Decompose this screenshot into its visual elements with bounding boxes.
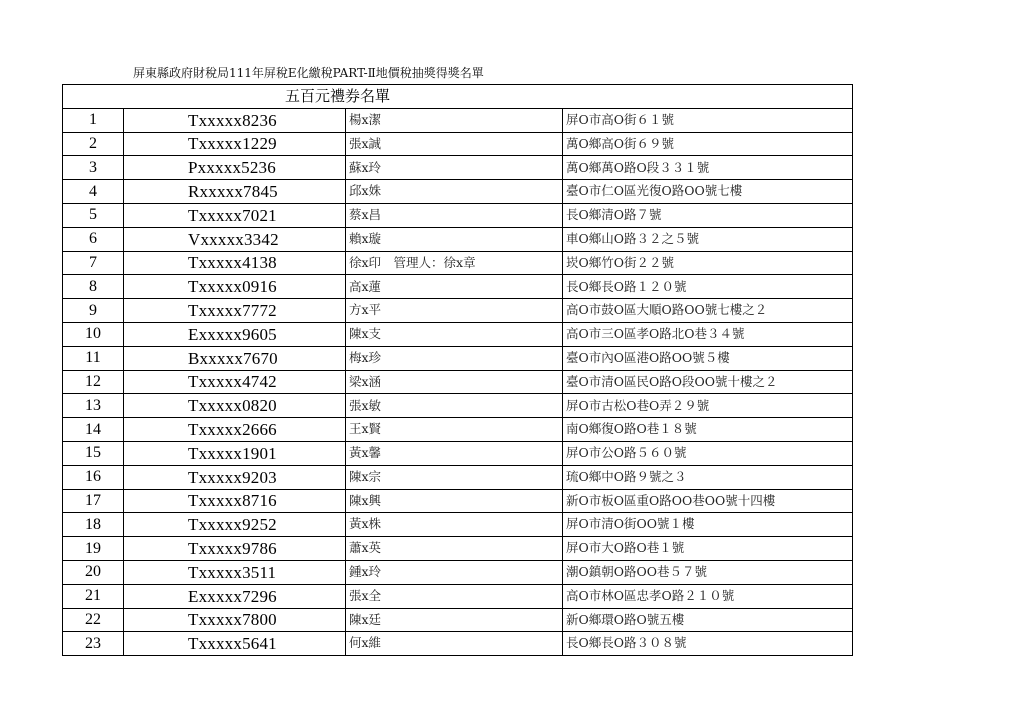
winner-address: 崁O鄉竹O街２２號 (563, 251, 853, 275)
winner-name: 楊x潔 (346, 108, 563, 132)
taxpayer-id: Txxxxx5641 (124, 632, 346, 656)
winner-name: 蕭x英 (346, 537, 563, 561)
table-row (63, 584, 853, 608)
winner-address: 琉O鄉中O路９號之３ (563, 465, 853, 489)
winner-name: 高x蓮 (346, 275, 563, 299)
taxpayer-id: Vxxxxx3342 (124, 227, 346, 251)
winner-address: 屏O市古松O巷O弄２９號 (563, 394, 853, 418)
section-header-row (63, 85, 853, 109)
winner-name: 梁x涵 (346, 370, 563, 394)
winner-name: 何x維 (346, 632, 563, 656)
row-number: 13 (63, 394, 124, 418)
winner-name: 陳x宗 (346, 465, 563, 489)
winner-address: 新O鄉環O路O號五樓 (563, 608, 853, 632)
winner-name: 張x敏 (346, 394, 563, 418)
taxpayer-id: Txxxxx7021 (124, 203, 346, 227)
winner-address: 長O鄉清O路７號 (563, 203, 853, 227)
winner-address: 長O鄉長O路１２０號 (563, 275, 853, 299)
taxpayer-id: Txxxxx8716 (124, 489, 346, 513)
taxpayer-id: Txxxxx7800 (124, 608, 346, 632)
row-number: 6 (63, 227, 124, 251)
table-row (63, 394, 853, 418)
row-number: 15 (63, 441, 124, 465)
winner-name: 邱x姝 (346, 180, 563, 204)
taxpayer-id: Txxxxx1229 (124, 132, 346, 156)
winner-name: 陳x支 (346, 322, 563, 346)
winner-address: 潮O鎮朝O路OO巷５７號 (563, 560, 853, 584)
row-number: 16 (63, 465, 124, 489)
row-number: 17 (63, 489, 124, 513)
winner-address: 屏O市清O街OO號１樓 (563, 513, 853, 537)
taxpayer-id: Txxxxx9203 (124, 465, 346, 489)
taxpayer-id: Txxxxx9252 (124, 513, 346, 537)
winner-address: 車O鄉山O路３２之５號 (563, 227, 853, 251)
winner-address: 屏O市高O街６１號 (563, 108, 853, 132)
winner-address: 萬O鄉高O街６９號 (563, 132, 853, 156)
table-row (63, 108, 853, 132)
winner-address: 臺O市內O區港O路OO號５樓 (563, 346, 853, 370)
table-row (63, 465, 853, 489)
winner-name: 張x全 (346, 584, 563, 608)
taxpayer-id: Txxxxx8236 (124, 108, 346, 132)
table-row (63, 251, 853, 275)
table-row (63, 513, 853, 537)
winner-name: 徐x印 管理人：徐x章 (346, 251, 563, 275)
table-row (63, 156, 853, 180)
row-number: 3 (63, 156, 124, 180)
table-row (63, 608, 853, 632)
taxpayer-id: Txxxxx7772 (124, 299, 346, 323)
winner-address: 屏O市大O路O巷１號 (563, 537, 853, 561)
winner-address: 臺O市仁O區光復O路OO號七樓 (563, 180, 853, 204)
winner-address: 臺O市清O區民O路O段OO號十樓之２ (563, 370, 853, 394)
taxpayer-id: Txxxxx1901 (124, 441, 346, 465)
taxpayer-id: Txxxxx4138 (124, 251, 346, 275)
winner-name: 梅x珍 (346, 346, 563, 370)
row-number: 20 (63, 560, 124, 584)
table-row (63, 227, 853, 251)
row-number: 12 (63, 370, 124, 394)
winner-name: 黃x馨 (346, 441, 563, 465)
winner-name: 陳x興 (346, 489, 563, 513)
taxpayer-id: Txxxxx0820 (124, 394, 346, 418)
row-number: 22 (63, 608, 124, 632)
winner-address: 新O市板O區重O路OO巷OO號十四樓 (563, 489, 853, 513)
row-number: 2 (63, 132, 124, 156)
winner-address: 高O市林O區忠孝O路２１０號 (563, 584, 853, 608)
winner-address: 屏O市公O路５６０號 (563, 441, 853, 465)
table-row (63, 489, 853, 513)
row-number: 8 (63, 275, 124, 299)
section-header: 五百元禮券名單 (63, 85, 853, 109)
winner-name: 方x平 (346, 299, 563, 323)
table-row (63, 346, 853, 370)
taxpayer-id: Bxxxxx7670 (124, 346, 346, 370)
winner-name: 鍾x玲 (346, 560, 563, 584)
taxpayer-id: Rxxxxx7845 (124, 180, 346, 204)
table-row (63, 132, 853, 156)
taxpayer-id: Txxxxx9786 (124, 537, 346, 561)
document-title: 屏東縣政府財稅局111年屏稅E化繳稅PART-Ⅱ地價稅抽獎得獎名單 (133, 66, 484, 80)
table-row (63, 370, 853, 394)
table-row (63, 560, 853, 584)
winners-table (62, 84, 853, 656)
winner-name: 王x賢 (346, 418, 563, 442)
row-number: 23 (63, 632, 124, 656)
taxpayer-id: Txxxxx3511 (124, 560, 346, 584)
winner-name: 蘇x玲 (346, 156, 563, 180)
taxpayer-id: Exxxxx7296 (124, 584, 346, 608)
row-number: 18 (63, 513, 124, 537)
row-number: 14 (63, 418, 124, 442)
table-row (63, 537, 853, 561)
row-number: 10 (63, 322, 124, 346)
row-number: 1 (63, 108, 124, 132)
table-row (63, 275, 853, 299)
winner-address: 高O市三O區孝O路北O巷３４號 (563, 322, 853, 346)
taxpayer-id: Pxxxxx5236 (124, 156, 346, 180)
winner-address: 長O鄉長O路３０８號 (563, 632, 853, 656)
row-number: 11 (63, 346, 124, 370)
table-row (63, 203, 853, 227)
winner-name: 陳x廷 (346, 608, 563, 632)
row-number: 21 (63, 584, 124, 608)
winner-name: 賴x璇 (346, 227, 563, 251)
taxpayer-id: Txxxxx2666 (124, 418, 346, 442)
taxpayer-id: Exxxxx9605 (124, 322, 346, 346)
taxpayer-id: Txxxxx4742 (124, 370, 346, 394)
table-row (63, 441, 853, 465)
table-row (63, 299, 853, 323)
winners-table-body (63, 85, 853, 656)
winner-name: 蔡x昌 (346, 203, 563, 227)
winner-address: 高O市鼓O區大順O路OO號七樓之２ (563, 299, 853, 323)
table-row (63, 632, 853, 656)
table-row (63, 418, 853, 442)
row-number: 4 (63, 180, 124, 204)
row-number: 5 (63, 203, 124, 227)
row-number: 9 (63, 299, 124, 323)
winner-address: 南O鄉復O路O巷１８號 (563, 418, 853, 442)
table-row (63, 180, 853, 204)
winner-name: 黃x株 (346, 513, 563, 537)
row-number: 7 (63, 251, 124, 275)
table-row (63, 322, 853, 346)
taxpayer-id: Txxxxx0916 (124, 275, 346, 299)
winner-address: 萬O鄉萬O路O段３３１號 (563, 156, 853, 180)
row-number: 19 (63, 537, 124, 561)
winner-name: 張x誠 (346, 132, 563, 156)
